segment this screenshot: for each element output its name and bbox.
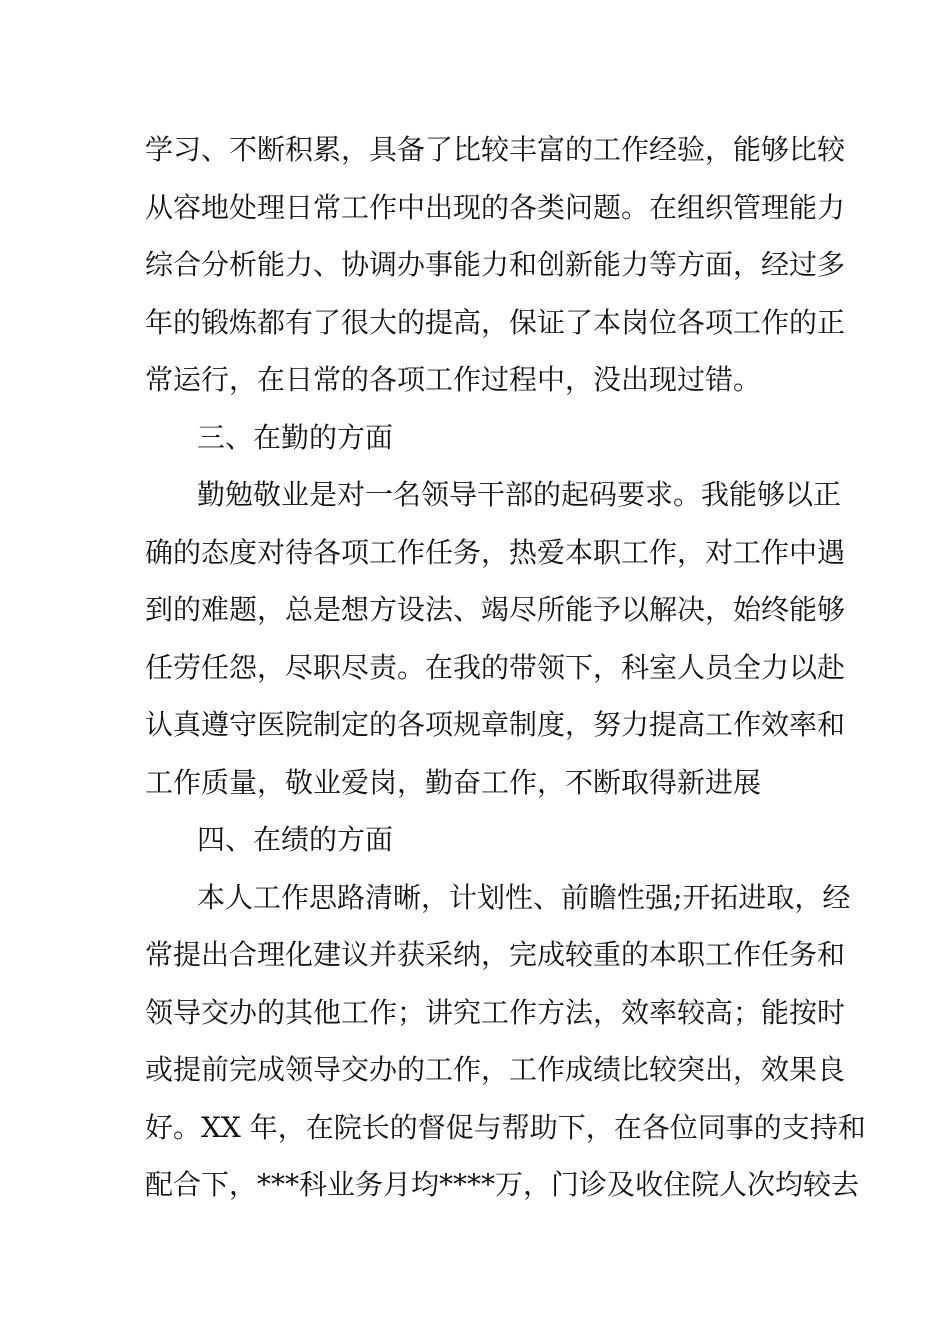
body-text-line: 确的态度对待各项工作任务，热爱本职工作，对工作中遇 xyxy=(145,535,846,569)
paragraph-first-line: 勤勉敬业是对一名领导干部的起码要求。我能够以正 xyxy=(197,478,842,511)
body-text-line: 常运行，在日常的各项工作过程中，没出现过错。 xyxy=(145,363,762,396)
body-text-line: 配合下，***科业务月均****万，门诊及收住院人次均较去 xyxy=(145,1168,860,1201)
body-text-line: 任劳任怨，尽职尽责。在我的带领下，科室人员全力以赴 xyxy=(145,650,846,684)
paragraph-first-line: 本人工作思路清晰，计划性、前瞻性强;开拓进取，经 xyxy=(197,880,851,914)
document-body xyxy=(145,121,866,1214)
section-heading-performance: 四、在绩的方面 xyxy=(197,823,394,856)
body-text-line: 到的难题，总是想方设法、竭尽所能予以解决，始终能够 xyxy=(145,593,846,626)
body-text-line: 从容地处理日常工作中出现的各类问题。在组织管理能力 xyxy=(145,190,846,224)
body-text-line: 工作质量，敬业爱岗，勤奋工作，不断取得新进展 xyxy=(145,765,762,799)
body-text-line: 年的锻炼都有了很大的提高，保证了本岗位各项工作的正 xyxy=(145,305,846,339)
body-text-line: 或提前完成领导交办的工作，工作成绩比较突出，效果良 xyxy=(145,1053,846,1086)
body-text-line: 领导交办的其他工作；讲究工作方法，效率较高；能按时 xyxy=(145,995,846,1029)
body-text-line: 综合分析能力、协调办事能力和创新能力等方面，经过多 xyxy=(145,248,846,281)
body-text-line: 认真遵守医院制定的各项规章制度，努力提高工作效率和 xyxy=(145,708,846,741)
body-text-line: 学习、不断积累，具备了比较丰富的工作经验，能够比较 xyxy=(145,133,846,166)
body-text-line: 好。XX 年，在院长的督促与帮助下，在各位同事的支持和 xyxy=(145,1110,866,1144)
section-heading-diligence: 三、在勤的方面 xyxy=(197,420,394,454)
body-text-line: 常提出合理化建议并获采纳，完成较重的本职工作任务和 xyxy=(145,938,846,971)
